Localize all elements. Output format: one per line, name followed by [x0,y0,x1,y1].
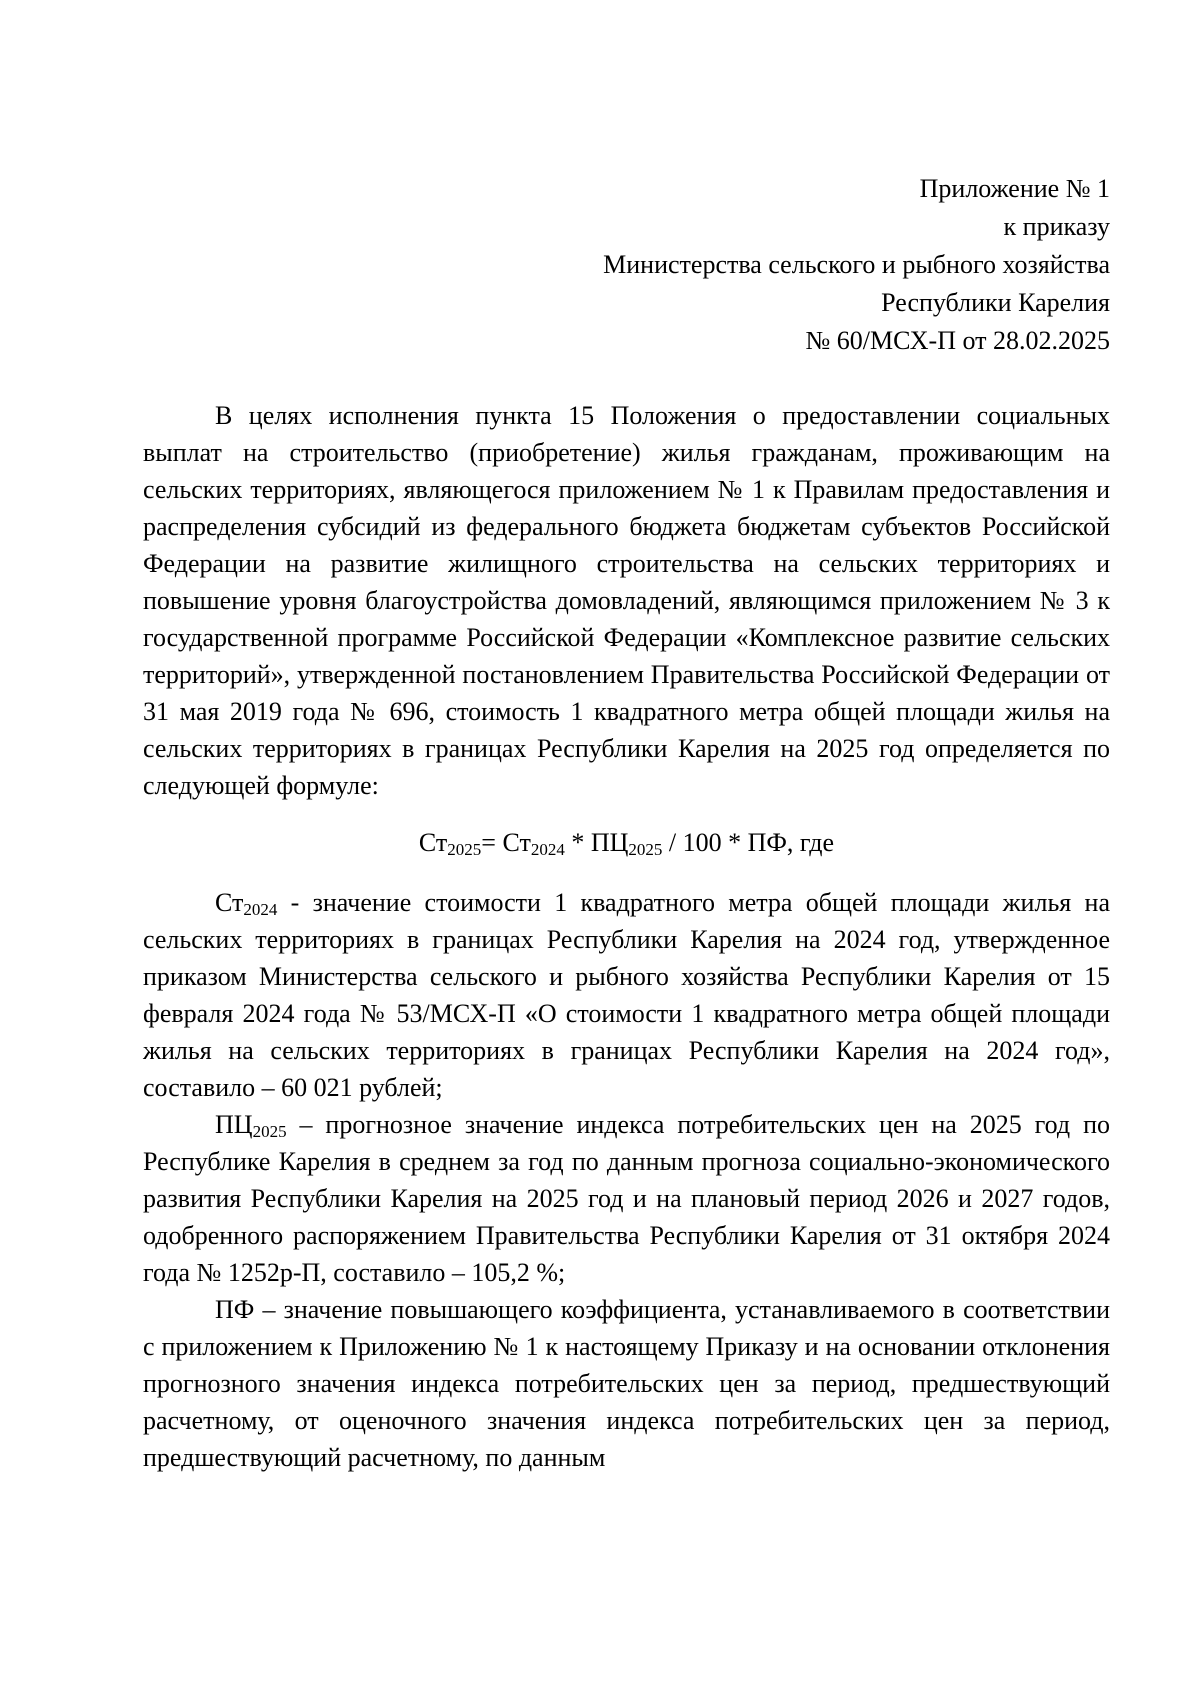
definition-pc2025-symbol: ПЦ [215,1110,253,1139]
definition-st2024-text: - значение стоимости 1 квадратного метра общей площади жилья на сельских территориях в границах Республики Карелия на 2024 год, утвержденное приказом Министерства сельского и рыбного хозяйства Республики Карелия от 15 февраля 2024 года № 53/МСХ-П «О стоимости 1 квадратного метра общей площади жилья на сельских территориях в границах Республики Карелия на 2024 год», составило – 60 021 рублей; [143,888,1110,1102]
appendix-to-order: к приказу [1003,212,1110,241]
definition-pf: ПФ – значение повышающего коэффициента, устанавливаемого в соответствии с приложением к Приложению № 1 к настоящему Приказу и на основании отклонения прогнозного значения индекса потребительских цен за период, предшествующий расчетному, от оценочного значения индекса потребительских цен за период, предшествующий расчетному, по данным [143,1295,1110,1472]
appendix-header [410,170,1110,360]
document-body [143,397,1110,1476]
formula-pc-symbol: ПЦ [590,828,629,857]
definition-pc2025 [143,1106,1110,1291]
appendix-number: Приложение № 1 [919,174,1110,203]
formula-tail: / 100 * ПФ, где [662,828,835,857]
republic-name: Республики Карелия [881,288,1110,317]
formula-st-subscript: 2025 [447,840,482,859]
intro-paragraph: В целях исполнения пункта 15 Положения о предоставлении социальных выплат на строительство (приобретение) жилья гражданам, проживающим на сельских территориях, являющегося приложением № 1 к Правилам предоставления и распределения субсидий из федерального бюджета бюджетам субъектов Российской Федерации на развитие жилищного строительства на сельских территориях и повышение уровня благоустройства домовладений, являющимся приложением № 3 к государственной программе Российской Федерации «Комплексное развитие сельских территорий», утвержденной постановлением Правительства Российской Федерации от 31 мая 2019 года № 696, стоимость 1 квадратного метра общей площади жилья на сельских территориях в границах Республики Карелия на 2025 год определяется по следующей формуле: [143,401,1110,800]
cost-formula [143,822,1110,864]
formula-equals: = [481,828,503,857]
formula-pc-subscript: 2025 [628,840,663,859]
formula-st-prev-symbol: Ст [502,828,531,857]
ministry-name: Министерства сельского и рыбного хозяйства [603,250,1110,279]
definition-st2024-subscript: 2024 [243,900,278,919]
definition-pc2025-text: – прогнозное значение индекса потребительских цен на 2025 год по Республике Карелия в среднем за год по данным прогноза социально-экономического развития Республики Карелия на 2025 год и на плановый период 2026 и 2027 годов, одобренного распоряжением Правительства Республики Карелия от 31 октября 2024 года № 1252р-П, составило – 105,2 %; [143,1110,1110,1287]
definition-st2024 [143,884,1110,1106]
formula-st-prev-subscript: 2024 [530,840,565,859]
definition-pc2025-subscript: 2025 [252,1122,287,1141]
formula-multiply: * [564,828,591,857]
formula-st-symbol: Ст [418,828,448,857]
order-number-date: № 60/МСХ-П от 28.02.2025 [805,326,1110,355]
definition-st2024-symbol: Ст [215,888,244,917]
